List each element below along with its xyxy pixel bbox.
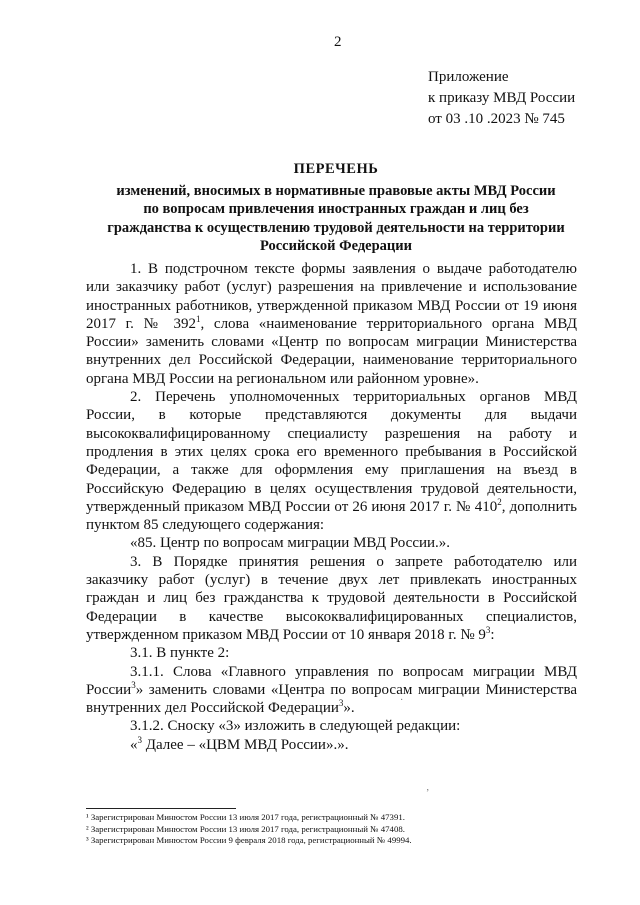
item-3-text-b: : <box>490 626 495 643</box>
item-3-1-1-text-c: ». <box>343 700 355 717</box>
item-3-1-1 <box>86 663 577 718</box>
footnote-3: ³ Зарегистрирован Минюстом России 9 февраля 2018 года, регистрационный № 49994. <box>86 835 412 845</box>
scan-mark-b: ‚ <box>426 782 430 793</box>
appendix-line-1: Приложение <box>428 69 509 85</box>
footnotes <box>86 812 586 847</box>
title-heading: ПЕРЕЧЕНЬ <box>293 161 379 177</box>
appendix-line-2: к приказу МВД России <box>428 90 576 106</box>
item-3 <box>86 553 577 644</box>
title-line-4: гражданства к осуществлению трудовой деятельности на территории <box>107 219 565 236</box>
item-85-quote: «85. Центр по вопросам миграции МВД России.». <box>130 535 451 552</box>
appendix-header <box>428 67 575 130</box>
item-2 <box>86 388 577 534</box>
footnote-2: ² Зарегистрирован Минюстом России 13 июля 2017 года, регистрационный № 47408. <box>86 823 405 834</box>
item-1-text-b: , слова «наименование территориального органа МВД России» заменить словами «Центр по вопросам миграции Министерства внутренних дел Российской Федерации, наименование территориального органа МВД России на региональном или районном уровне». <box>86 315 577 387</box>
appendix-line-3: от 03 .10 .2023 № 745 <box>428 111 565 127</box>
item-1 <box>86 260 577 388</box>
item-3-quote-text: Далее – «ЦВМ МВД России».». <box>142 736 349 753</box>
title-line-5: Российской Федерации <box>259 238 412 254</box>
item-3-text-a: 3. В Порядке принятия решения о запрете работодателю или заказчику работ (услуг) в течение двух лет привлекать иностранных граждан и лиц без гражданства к трудовой деятельности в Российской Федерации в качестве высококвалифицированных специалистов, утвержденном приказом МВД России от 10 января 2018 г. № 9 <box>86 553 577 643</box>
footnote-separator <box>86 808 236 809</box>
footnote-ref-3c: 3 <box>137 734 142 745</box>
footnote-ref-3: 3 <box>485 624 491 635</box>
item-3-1: 3.1. В пункте 2: <box>130 645 230 662</box>
item-3-1-2: 3.1.2. Сноску «3» изложить в следующей редакции: <box>130 718 461 735</box>
footnote-1: ¹ Зарегистрирован Минюстом России 13 июля 2017 года, регистрационный № 47391. <box>86 812 405 822</box>
item-2-text-a: 2. Перечень уполномоченных территориальных органов МВД России, в которые представляются документы для выдачи высококвалифицированному специалисту разрешения на работу и продления в этих целях срока его временного пребывания в Российской Федерации, а также для оформления ему приглашения на въезд в Российскую Федерацию в целях осуществления трудовой деятельности, утвержденный приказом МВД России от 26 июня 2017 г. № 410 <box>86 389 577 515</box>
item-3-1-1-text-a: 3.1.1. Слова «Главного управления по вопросам миграции МВД России <box>86 663 577 698</box>
footnote-ref-1: 1 <box>195 313 201 324</box>
document-body <box>86 260 577 754</box>
footnote-ref-3a: 3 <box>131 679 136 690</box>
footnote-ref-2: 2 <box>497 496 502 507</box>
title-line-3: по вопросам привлечения иностранных граждан и лиц без <box>143 201 529 217</box>
document-title <box>86 160 586 256</box>
item-3-quote <box>86 736 577 754</box>
scan-mark-a: · <box>400 695 404 706</box>
footnote-ref-3b: 3 <box>338 698 344 709</box>
page-number: 2 <box>334 34 342 50</box>
item-2-text-b: , дополнить пунктом 85 следующего содержания: <box>86 498 577 534</box>
item-1-text-a: 1. В подстрочном тексте формы заявления о выдаче работодателю или заказчику работ (услуг) разрешения на привлечение и использование иностранных работников, утвержденной приказом МВД России от 19 июня 2017 г. № 392 <box>86 261 577 332</box>
item-3-1-1-text-b: » заменить словами «Центра по вопросам миграции Министерства внутренних дел Российской Федерации <box>86 681 577 717</box>
title-line-2: изменений, вносимых в нормативные правовые акты МВД России <box>116 182 556 199</box>
item-3-quote-open: « <box>130 736 138 753</box>
